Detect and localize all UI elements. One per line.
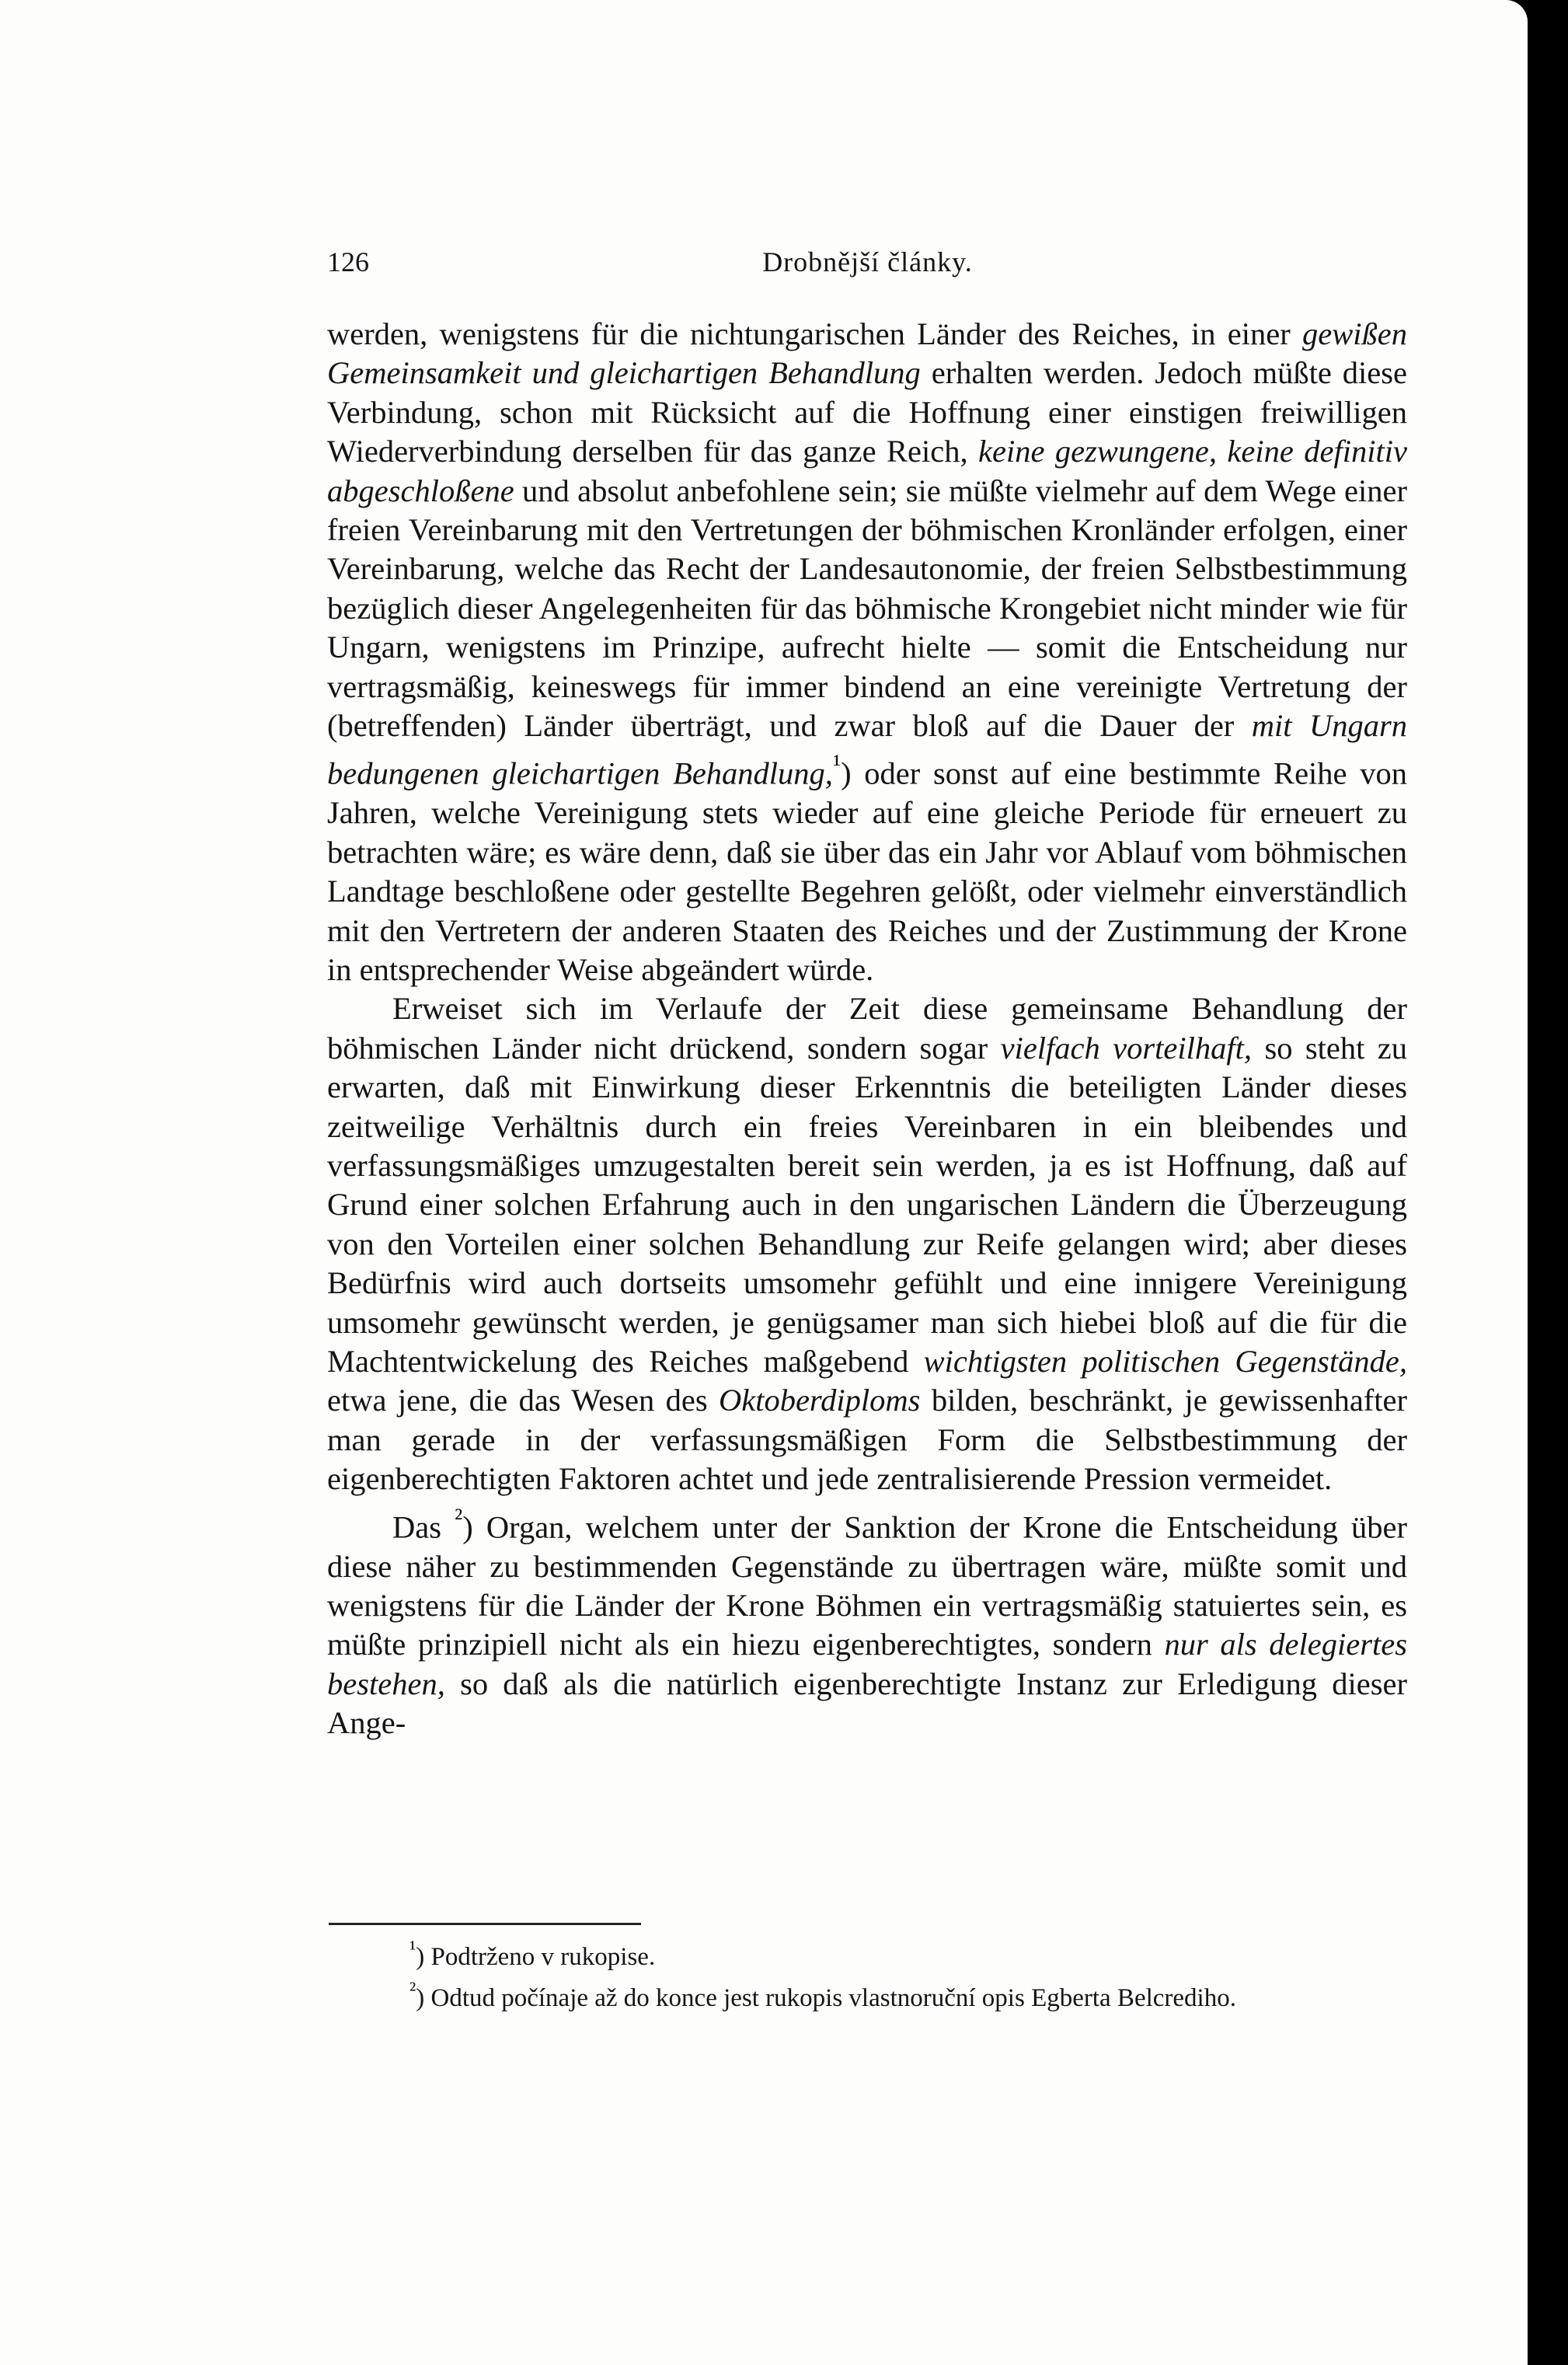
text-run: bilden, beschränkt, je gewissenhafter man gerade in der verfassungsmäßigen Form die Selbstbestimmung der eigenberechtigten Faktoren achtet und jede zentralisierende Pression vermeidet. bbox=[327, 1383, 1407, 1497]
emphasis: mit Ungarn bedungenen gleichartigen Behandlung, bbox=[327, 708, 1407, 791]
emphasis: keine gezwungene, keine definitiv abgeschloßene bbox=[327, 434, 1408, 508]
text-run: so steht zu erwarten, daß mit Einwirkung dieser Erkenntnis die beteiligten Länder dieses zeitweilige Verhältnis durch ein freies Vereinbaren in ein bleibendes und verfassungsmäßiges umzugestalten bereit sein werden, ja es ist Hoffnung, daß auf Grund einer solchen Erfahrung auch in den ungarischen Ländern die Überzeugung von den Vorteilen einer solchen Behandlung zur Reife gelangen wird; aber dieses Bedürfnis wird auch dortseits umsomehr gefühlt und eine innigere Vereinigung umsomehr gewünscht werden, je genügsamer man sich hiebei bloß auf die für die Machtentwickelung des Reiches maßgebend bbox=[327, 1030, 1407, 1380]
text-run: etwa jene, die das Wesen des bbox=[327, 1383, 719, 1418]
paragraph bbox=[327, 315, 1407, 989]
footnote-text: ) Odtud počínaje až do konce jest rukopis vlastnoruční opis Egberta Belcrediho. bbox=[416, 1984, 1236, 2012]
paragraph bbox=[327, 989, 1407, 1498]
emphasis: nur als delegiertes bestehen, bbox=[327, 1627, 1407, 1701]
running-title: Drobnější články. bbox=[762, 246, 973, 277]
text-run: ) Organ, welchem unter der Sanktion der Krone die Entscheidung über diese näher zu bestimmenden Gegenstände zu übertragen wäre, müßte somit und wenigstens für die Länder der Krone Böhmen ein vertragsmäßig statuiertes sein, es müßte prinzipiell nicht als ein hiezu eigenberechtigtes, sondern bbox=[327, 1509, 1407, 1662]
page-header bbox=[327, 246, 1408, 289]
footnote-rule bbox=[329, 1923, 641, 1925]
text-run: Erweiset sich im Verlaufe der Zeit diese gemeinsame Behandlung der böhmischen Länder nicht drückend, sondern sogar bbox=[327, 991, 1407, 1066]
emphasis: Oktoberdiploms bbox=[718, 1383, 921, 1418]
footnote-2 bbox=[327, 1973, 1415, 2014]
footnote-1 bbox=[327, 1932, 1415, 1973]
paragraph bbox=[327, 1499, 1407, 1743]
text-run: so daß als die natürlich eigenberechtigte Instanz zur Erledigung dieser Ange- bbox=[327, 1666, 1407, 1741]
text-run: Das bbox=[392, 1509, 455, 1545]
emphasis: vielfach vorteilhaft, bbox=[1000, 1030, 1253, 1066]
footnotes bbox=[327, 1932, 1415, 2014]
text-run: werden, wenigstens für die nichtungarischen Länder des Reiches, in einer bbox=[327, 316, 1303, 351]
footnote-ref: ² bbox=[455, 1503, 463, 1533]
emphasis: gewißen Gemeinsamkeit und gleichartigen Behandlung bbox=[327, 316, 1407, 391]
scan-edge bbox=[1528, 0, 1568, 2365]
body-text bbox=[327, 315, 1407, 1743]
footnote-ref: ¹ bbox=[832, 750, 841, 780]
footnote-mark: ² bbox=[409, 1977, 416, 2001]
footnote-mark: ¹ bbox=[409, 1936, 416, 1960]
text-run: ) oder sonst auf eine bestimmte Reihe von Jahren, welche Vereinigung stets wieder auf eine gleiche Periode für erneuert zu betrachten wäre; es wäre denn, daß sie über das ein Jahr vor Ablauf vom böhmischen Landtage beschloßene oder gestellte Begehren gelößt, oder vielmehr einverständlich mit den Vertretern der anderen Staaten des Reiches und der Zustimmung der Krone in entsprechender Weise abgeändert würde. bbox=[327, 755, 1407, 987]
emphasis: wichtigsten politischen Gegenstände, bbox=[923, 1344, 1407, 1380]
text-run: erhalten werden. Jedoch müßte diese Verbindung, schon mit Rücksicht auf die Hoffnung einer einstigen freiwilligen Wiederverbindung derselben für das ganze Reich, bbox=[327, 355, 1407, 469]
footnote-text: ) Podtrženo v rukopise. bbox=[416, 1943, 656, 1971]
text-run: und absolut anbefohlene sein; sie müßte vielmehr auf dem Wege einer freien Vereinbarung mit den Vertretungen der böhmischen Kronländer erfolgen, einer Vereinbarung, welche das Recht der Landesautonomie, der freien Selbstbestimmung bezüglich dieser Angelegenheiten für das böhmische Krongebiet nicht minder wie für Ungarn, wenigstens im Prinzipe, aufrecht hielte — somit die Entscheidung nur vertragsmäßig, keineswegs für immer bindend an eine vereinigte Vertretung der (betreffenden) Länder überträgt, und zwar bloß auf die Dauer der bbox=[327, 473, 1407, 744]
page-number: 126 bbox=[327, 246, 369, 277]
